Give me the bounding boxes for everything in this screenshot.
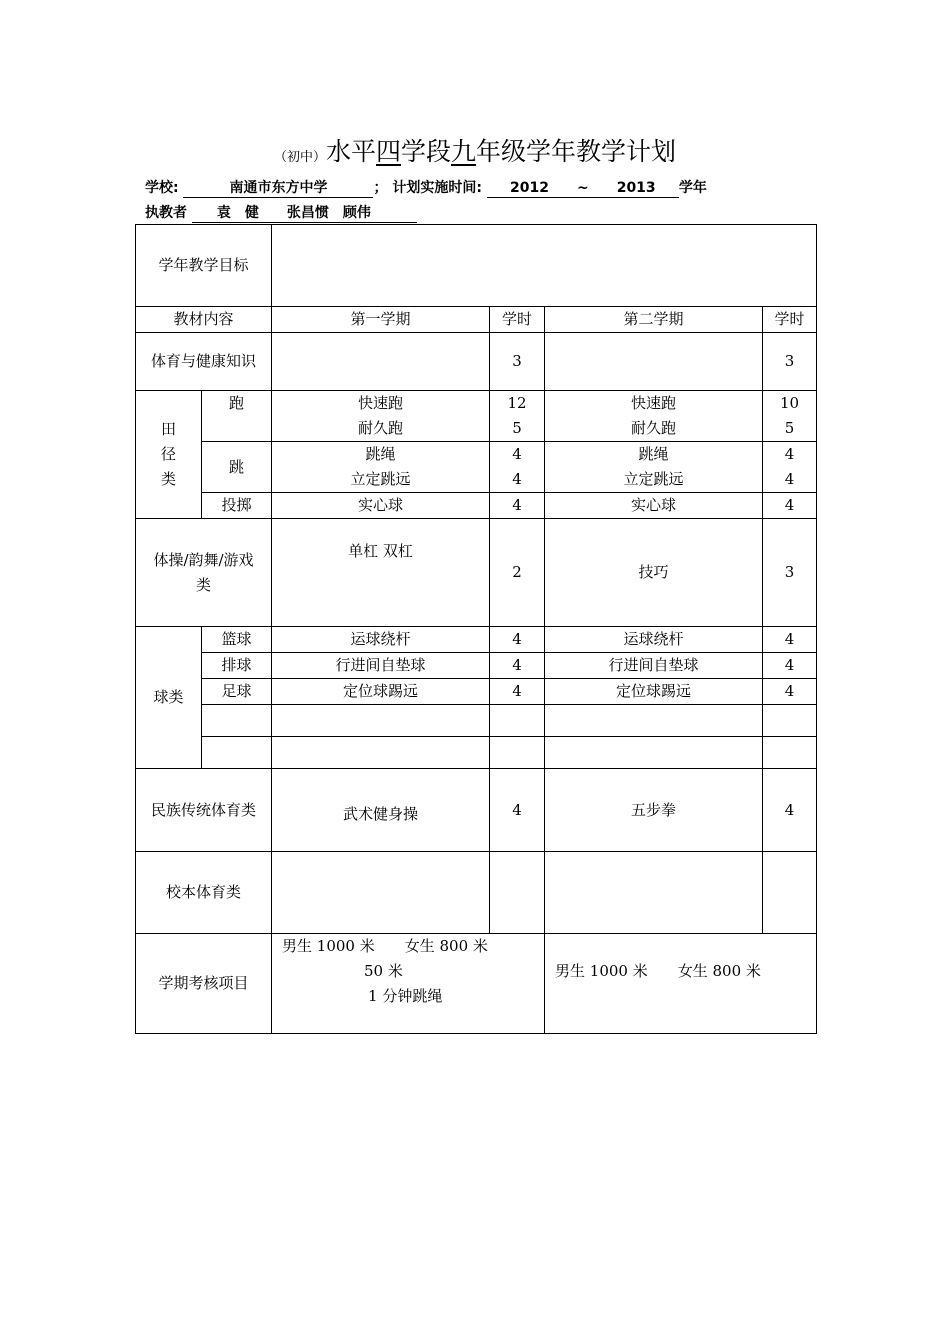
ball-term1: 行进间自垫球 bbox=[272, 653, 490, 679]
health-label: 体育与健康知识 bbox=[136, 333, 272, 391]
term2-header: 第二学期 bbox=[545, 307, 763, 333]
year-separator: ~ bbox=[576, 180, 589, 196]
health-hours2: 3 bbox=[763, 333, 817, 391]
plan-table bbox=[135, 224, 817, 1034]
exam-row bbox=[136, 934, 817, 1034]
throw-label: 投掷 bbox=[202, 493, 272, 519]
title-prefix: （初中） bbox=[273, 150, 326, 165]
throw-row bbox=[136, 493, 817, 519]
run-hours1-item: 5 bbox=[512, 419, 522, 437]
health-term1 bbox=[272, 333, 490, 391]
exam-term2: 男生 1000 米 女生 800 米 bbox=[545, 934, 817, 1034]
track-char: 田 bbox=[160, 420, 176, 438]
school-sport-label: 校本体育类 bbox=[136, 852, 272, 934]
hours2-header: 学时 bbox=[763, 307, 817, 333]
run-hours2-item: 10 bbox=[779, 394, 800, 412]
goal-value bbox=[272, 225, 817, 307]
ball-sub-label: 排球 bbox=[202, 653, 272, 679]
ball-hours2: 4 bbox=[763, 679, 817, 705]
jump-term2 bbox=[545, 442, 763, 493]
empty-cell bbox=[490, 852, 545, 934]
ball-hours1: 4 bbox=[490, 679, 545, 705]
content-header: 教材内容 bbox=[136, 307, 272, 333]
health-term2 bbox=[545, 333, 763, 391]
ball-term1: 运球绕杆 bbox=[272, 627, 490, 653]
year-end: 2013 bbox=[616, 180, 656, 196]
throw-term2: 实心球 bbox=[545, 493, 763, 519]
ball-sub-label: 足球 bbox=[202, 679, 272, 705]
jump-term1-item: 跳绳 bbox=[365, 445, 396, 463]
ball-category-label: 球类 bbox=[136, 627, 202, 769]
jump-hours1 bbox=[490, 442, 545, 493]
header-row bbox=[136, 307, 817, 333]
throw-hours2: 4 bbox=[763, 493, 817, 519]
run-term2-item: 耐久跑 bbox=[631, 419, 677, 437]
run-hours2-item: 5 bbox=[784, 419, 795, 437]
folk-term1: 武术健身操 bbox=[272, 769, 490, 852]
goal-row bbox=[136, 225, 817, 307]
ball-row bbox=[136, 653, 817, 679]
run-term1 bbox=[272, 391, 490, 442]
teacher-names: 袁 健 张昌惯 顾伟 bbox=[192, 205, 417, 223]
gym-label-line: 类 bbox=[196, 575, 212, 594]
school-year bbox=[487, 180, 679, 198]
year-suffix: 学年 bbox=[678, 180, 707, 196]
empty-cell bbox=[763, 705, 817, 737]
empty-cell bbox=[763, 852, 817, 934]
jump-term2-item: 立定跳远 bbox=[623, 470, 684, 488]
run-hours1 bbox=[490, 391, 545, 442]
ball-term2: 行进间自垫球 bbox=[545, 653, 763, 679]
jump-term1-item: 立定跳远 bbox=[350, 470, 411, 488]
gym-row bbox=[136, 519, 817, 627]
empty-cell bbox=[490, 705, 545, 737]
ball-row bbox=[136, 679, 817, 705]
jump-hours1-item: 4 bbox=[512, 470, 522, 488]
jump-row bbox=[136, 442, 817, 493]
title-level: 四 bbox=[375, 137, 401, 166]
throw-term1: 实心球 bbox=[272, 493, 490, 519]
school-info-line bbox=[145, 177, 707, 198]
exam-term1-line: 50 米 bbox=[364, 962, 403, 980]
run-row bbox=[136, 391, 817, 442]
title-level-word: 水平 bbox=[325, 137, 376, 166]
exam-term1-line: 1 分钟跳绳 bbox=[368, 987, 443, 1005]
empty-cell bbox=[545, 737, 763, 769]
goal-label: 学年教学目标 bbox=[136, 225, 272, 307]
ball-empty-row bbox=[136, 737, 817, 769]
empty-cell bbox=[490, 737, 545, 769]
exam-term1 bbox=[272, 934, 545, 1034]
ball-term2: 运球绕杆 bbox=[545, 627, 763, 653]
jump-hours2-item: 4 bbox=[784, 445, 795, 463]
folk-term2: 五步拳 bbox=[545, 769, 763, 852]
year-start: 2012 bbox=[510, 180, 549, 196]
jump-term2-item: 跳绳 bbox=[638, 445, 669, 463]
empty-cell bbox=[272, 705, 490, 737]
empty-cell bbox=[545, 852, 763, 934]
track-char: 类 bbox=[160, 470, 176, 488]
gym-term1: 单杠 双杠 bbox=[272, 519, 490, 627]
health-hours1: 3 bbox=[490, 333, 545, 391]
run-term2-item: 快速跑 bbox=[631, 394, 677, 412]
jump-hours1-item: 4 bbox=[512, 445, 522, 463]
title-suffix: 年级学年教学计划 bbox=[476, 137, 677, 166]
run-label: 跑 bbox=[202, 391, 272, 442]
gym-term2: 技巧 bbox=[545, 519, 763, 627]
teacher-info-line bbox=[145, 202, 417, 223]
folk-row bbox=[136, 769, 817, 852]
gym-label-line: 体操/韵舞/游戏 bbox=[153, 550, 254, 569]
ball-empty-row bbox=[136, 705, 817, 737]
ball-term1: 定位球踢远 bbox=[272, 679, 490, 705]
track-category-label bbox=[136, 391, 202, 519]
empty-cell bbox=[763, 737, 817, 769]
ball-hours1: 4 bbox=[490, 653, 545, 679]
school-sport-row bbox=[136, 852, 817, 934]
folk-label: 民族传统体育类 bbox=[136, 769, 272, 852]
title-stage-word: 学段 bbox=[401, 137, 452, 166]
term1-header: 第一学期 bbox=[272, 307, 490, 333]
ball-hours2: 4 bbox=[763, 653, 817, 679]
ball-sub-label: 篮球 bbox=[202, 627, 272, 653]
run-term2 bbox=[545, 391, 763, 442]
run-term1-item: 快速跑 bbox=[358, 394, 404, 412]
exam-term1-line: 男生 1000 米 女生 800 米 bbox=[282, 937, 488, 955]
jump-hours2-item: 4 bbox=[784, 470, 795, 488]
ball-hours2: 4 bbox=[763, 627, 817, 653]
ball-term2: 定位球踢远 bbox=[545, 679, 763, 705]
ball-hours1: 4 bbox=[490, 627, 545, 653]
empty-cell bbox=[202, 737, 272, 769]
run-hours1-item: 12 bbox=[507, 394, 527, 412]
folk-hours2: 4 bbox=[763, 769, 817, 852]
title-grade: 九 bbox=[451, 137, 477, 166]
folk-hours1: 4 bbox=[490, 769, 545, 852]
throw-hours1: 4 bbox=[490, 493, 545, 519]
health-row bbox=[136, 333, 817, 391]
jump-hours2 bbox=[763, 442, 817, 493]
school-label: 学校: bbox=[145, 180, 179, 196]
empty-cell bbox=[202, 705, 272, 737]
jump-term1 bbox=[272, 442, 490, 493]
ball-row bbox=[136, 627, 817, 653]
empty-cell bbox=[545, 705, 763, 737]
track-char: 径 bbox=[160, 445, 176, 463]
gym-hours1: 2 bbox=[490, 519, 545, 627]
gym-label bbox=[136, 519, 272, 627]
page-title bbox=[0, 132, 950, 168]
empty-cell bbox=[272, 737, 490, 769]
gym-hours2: 3 bbox=[763, 519, 817, 627]
run-term1-item: 耐久跑 bbox=[358, 419, 404, 437]
teacher-label: 执教者 bbox=[145, 205, 187, 221]
school-name: 南通市东方中学 bbox=[183, 180, 373, 198]
hours1-header: 学时 bbox=[490, 307, 545, 333]
empty-cell bbox=[272, 852, 490, 934]
exam-label: 学期考核项目 bbox=[136, 934, 272, 1034]
time-label: ； 计划实施时间: bbox=[373, 180, 482, 196]
jump-label: 跳 bbox=[202, 442, 272, 493]
run-hours2 bbox=[763, 391, 817, 442]
